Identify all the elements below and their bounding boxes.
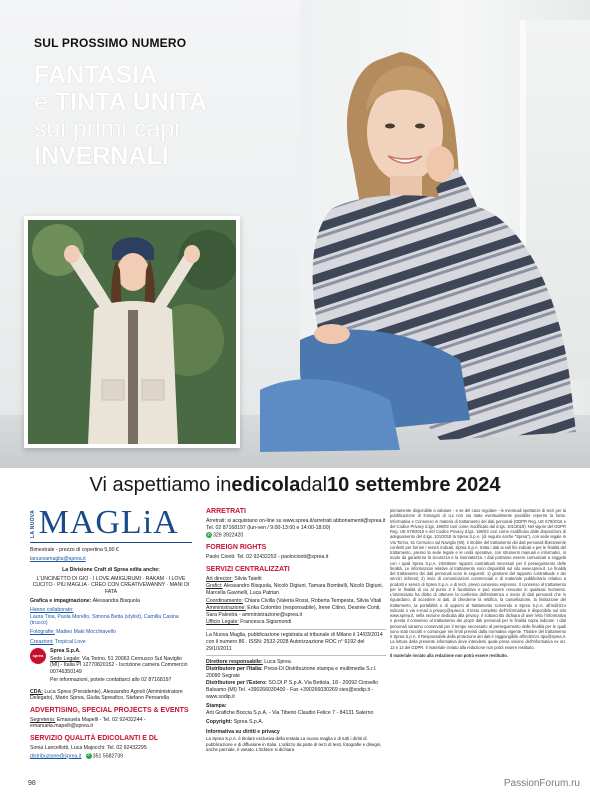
service-title: SERVIZIO QUALITÀ EDICOLANTI E DL: [30, 734, 159, 742]
page-number: 98: [28, 780, 36, 787]
photo-names: Matteo Maki Mocchiavello: [56, 629, 116, 636]
graphics-team-names: Alessandro Bisquola, Nicolò Digiuni, Tamara Bombelli, Nicolò Digiuni, Marcella Gavinelli, Luca Patrian: [206, 583, 383, 596]
legal-office-name: Francesca Sigismondi: [240, 619, 292, 626]
service-text: Sonia Lancellotti, Luca Majocchi: Tel. 02 92432295: [30, 744, 147, 751]
banner-date: 10 settembre 2024: [327, 473, 501, 496]
distributor-abroad-label: Distributore per l'Estero:: [206, 680, 267, 687]
copyright-label: Copyright:: [206, 719, 233, 726]
cover-headline: [34, 62, 274, 170]
banner-edicola: edicola: [231, 473, 301, 496]
model-photo-inset: [24, 216, 240, 448]
headline-line-2-prefix: e: [34, 88, 55, 116]
arretrati-phone: 329 3922420: [213, 532, 244, 539]
print-text: Arti Grafiche Boccia S.p.A. - Via Tiberio Claudio Felice 7 - 84131 Salerno: [206, 710, 374, 717]
division-title: La Divisione Craft di Sprea edita anche:: [62, 566, 160, 573]
publisher-block: [30, 648, 192, 685]
registration-text: La Nuova Maglia, pubblicazione registrata al tribunale di Milano il 14/03/2014 con il numero 86 . ISSN: 2532-2028 Autorizzazione ROC n° 6192 del 29/10/2011: [206, 632, 383, 652]
banner-mid: dal: [300, 473, 328, 496]
privacy-title: Informativa su diritti e privacy: [206, 728, 280, 735]
masthead-logo: [30, 504, 192, 541]
issue-kicker: SUL PROSSIMO NUMERO: [34, 36, 187, 50]
distributor-italy-label: Distributore per l'Italia:: [206, 666, 263, 673]
legal-office-label: Ufficio Legale:: [206, 619, 239, 626]
arretrati-title: ARRETRATI: [206, 508, 246, 515]
director-name: Luca Sprea: [264, 658, 291, 665]
sprea-logo: sprea: [30, 648, 46, 664]
publisher-address: Via Torino, 51 20063 Cernusco Sul Naviglio (MI) - Italia PI 12770820152 - Iscrizione camera Commercio 00746350149: [50, 655, 188, 675]
graphics-label: Grafica e impaginazione:: [30, 598, 92, 605]
distributor-italy-text: Press-Di Distribuzione stampa e multimedia S.r.l. 20090 Segrate: [206, 666, 377, 679]
publisher-contact: Per informazioni, potete contattarci allo 02 87168197: [50, 676, 172, 683]
graphics-name: Alessandra Bisquola: [92, 598, 140, 605]
print-label: Stampa:: [206, 702, 227, 709]
photo-label: Fotografie:: [30, 629, 55, 636]
advertising-title: ADVERTISING, SPECIAL PROJECTS & EVENTS: [30, 706, 189, 714]
art-director-name: Silvia Taietti: [234, 575, 262, 582]
division-list: L'UNCINETTO DI GIO · I LOVE AMIGURUMI · RAKAM · I LOVE CUCITO · PIÙ MAGLIA · CREO CON CREATIVEWANNY · MANI DI FATA: [32, 575, 190, 595]
service-email[interactable]: distribuzione@sprea.it: [30, 752, 82, 759]
divider: [206, 629, 386, 630]
cda-label: CDA:: [30, 688, 43, 695]
headline-line-1: FANTASIA: [34, 61, 158, 89]
collab-label: Hanno collaborato:: [30, 607, 74, 614]
advertising-label: Segreteria:: [30, 716, 56, 723]
issue-price: Bimestrale - prezzo di copertina 5,90 €: [30, 547, 119, 553]
divider: [206, 655, 386, 656]
distributor-abroad-text: SO.DI.P S.p.A. Via Bettola, 18 - 20092 Cinisello Balsamo (MI) Tel. +390266030400 - Fax +390266030269 sies@sodip.it - www.sodip.it: [206, 680, 379, 700]
colophon-column-1: [30, 504, 192, 762]
privacy-text: La Sprea S.p.A. è titolare esclusiva della testata La nuova maglia e di tutti i diritti di pubblicazione e di diffusione in Italia. L'utilizzo da parte di terzi di testi, fotografie e disegni, anche parziale, è vietato. L'Editore si dichiara: [206, 736, 382, 753]
foreign-rights-text: Paolo Cionti: Tel. 02 92432253 - paolocionti@sprea.it: [206, 554, 329, 561]
masthead-small: LA NUOVA: [30, 510, 36, 538]
coordination-names: Chiara Civilla (Valeria Rossi, Roberta Tempesta, Silvia Vitali: [244, 597, 382, 604]
headline-line-2: [34, 89, 274, 116]
administration-names: Erika Colombo (responsabile), Irene Citino, Desirée Conti, Sara Palestra - amministrazione@sprea.it: [206, 605, 381, 618]
model-photo-main: [260, 40, 590, 460]
cda-text: Luca Sprea (Presidente), Alessandro Agnoli (Amministratore Delegato), Mario Sprea, Giulia Spreafico, Stefano Pernarella: [30, 688, 183, 702]
closing-note: Il materiale inviato alla redazione non potrà essere restituito.: [390, 652, 508, 658]
service-phone: 351 5582739: [92, 752, 124, 759]
headline-line-3: sui primi capi: [34, 115, 180, 143]
creations-label: Creazioni:: [30, 638, 54, 645]
headline-line-4: INVERNALI: [34, 142, 169, 170]
services-title: SERVIZI CENTRALIZZATI: [206, 565, 290, 573]
magazine-email[interactable]: lanuovamaglia@sprea.it: [30, 556, 86, 563]
banner-pre: Vi aspettiamo in: [89, 473, 232, 496]
administration-label: Amministrazione:: [206, 605, 246, 612]
watermark: PassionForum.ru: [503, 778, 580, 789]
advertising-text: Emanuela Mapelli - Tel. 02 92432244 - emanuela.mapelli@sprea.it: [30, 716, 146, 730]
inset-illustration: [28, 220, 236, 444]
art-director-label: Art director:: [206, 575, 233, 582]
creations-names: Tropical Love: [54, 638, 86, 645]
whatsapp-icon: ✆: [87, 752, 91, 758]
collab-names: Laura Tioa, Paola Morello, Simona Betta (stylist), Camilla Casina (trucco): [30, 613, 179, 627]
copyright-text: Sprea S.p.A.: [233, 719, 264, 726]
director-label: Direttore responsabile:: [206, 658, 263, 665]
masthead-rule: [30, 542, 192, 543]
foreign-rights-title: FOREIGN RIGHTS: [206, 544, 267, 552]
whatsapp-icon: ✆: [207, 531, 211, 537]
arretrati-text: Arretrati: si acquistano on-line su www.sprea.it/arretrati abbonamenti@sprea.it Tel. 02 87168197 (lun-ven / 9:00-13:00 e 14:00-18:00): [206, 518, 386, 531]
colophon-column-3: [390, 508, 566, 661]
masthead-main: MAGLiA: [38, 504, 179, 541]
colophon-column-2: [206, 508, 386, 755]
publisher-address-label: Sede Legale:: [50, 655, 81, 662]
graphics-team-label: Grafici:: [206, 583, 223, 590]
privacy-policy-text: pienamente disponibile a valutare - e se del caso regolare - le eventuali spettanze di terzi per la pubblicazione di immagini di cui non sia stato eventualmente possibile reperire la fonte. Informativa e Consenso in materia di trattamento dei dati personali (GDPR Reg. UE 679/2016 e del Codice Privacy d.lgs. 196/03 così come modificato dal d.lgs. 101/2018). Nel vigore del GDPR Reg. UE 679/2016 e del Codice Privacy d.lgs. 196/03 così come modificato dalle disposizioni di adeguamento del d.lgs. 101/2018 la Sprea S.p.A. (di seguito anche "Sprea"), con sede legale in Via Torino, 51 Cernusco sul Naviglio (MI), è titolare del trattamento dei dati personali liberamente conferiti per fornire i servizi indicati. Sprea S.p.A. tratta i dati ai soli fini indicati e per le finalità del trattamento, presso la sede legale e le unità operative, con strumenti manuali e informatici, in modo da garantirne la sicurezza e la riservatezza. I dati potranno essere comunicati a soggetti con i quali Sprea S.p.A. intrattiene rapporti contrattuali necessari per il perseguimento delle finalità. Le informazioni relative al trattamento sono disponibili sul sito www.sprea.it. Le finalità del trattamento dei dati personali sono le seguenti: 1) gestione del rapporto contrattuale e dei servizi richiesti; 2) invio di comunicazioni commerciali e di materiale pubblicitario relativo a prodotti e servizi di Sprea S.p.A. e di terzi, previo consenso espresso. Il consenso al trattamento per le finalità di cui al punto 2 è facoltativo e può essere revocato in qualsiasi momento. L'interessato ha diritto di ottenere la conferma dell'esistenza o meno di dati personali che lo riguardano, di accedere ai dati, di chiederne la rettifica, la cancellazione, la limitazione del trattamento, la portabilità e di opporsi al trattamento scrivendo a Sprea S.p.A. all'indirizzo indicato o via e-mail a privacy@sprea.it. Il testo completo dell'informativa è disponibile sul sito www.sprea.it, nella sezione dedicata alla privacy. Il sottoscritto dichiara di aver letto l'informativa e presta il consenso al trattamento dei propri dati personali per le finalità sopra indicate. I dati personali saranno conservati per il tempo necessario al perseguimento delle finalità per le quali sono stati raccolti e comunque nei limiti previsti dalla normativa vigente. Titolare del trattamento è Sprea S.p.A. Il Responsabile della protezione dei dati è raggiungibile all'indirizzo dpo@sprea.it. La lettura della presente informativa deve intendersi quale presa visione dell'Informativa ex art. 13 e 14 del GDPR. Il materiale inviato alla redazione non potrà essere restituito.: [390, 508, 566, 650]
on-sale-banner: [0, 468, 590, 502]
publisher-name: Sprea S.p.A.: [50, 648, 81, 655]
coordination-label: Coordinamento:: [206, 597, 243, 604]
headline-line-2-main: TINTA UNITA: [54, 88, 208, 116]
